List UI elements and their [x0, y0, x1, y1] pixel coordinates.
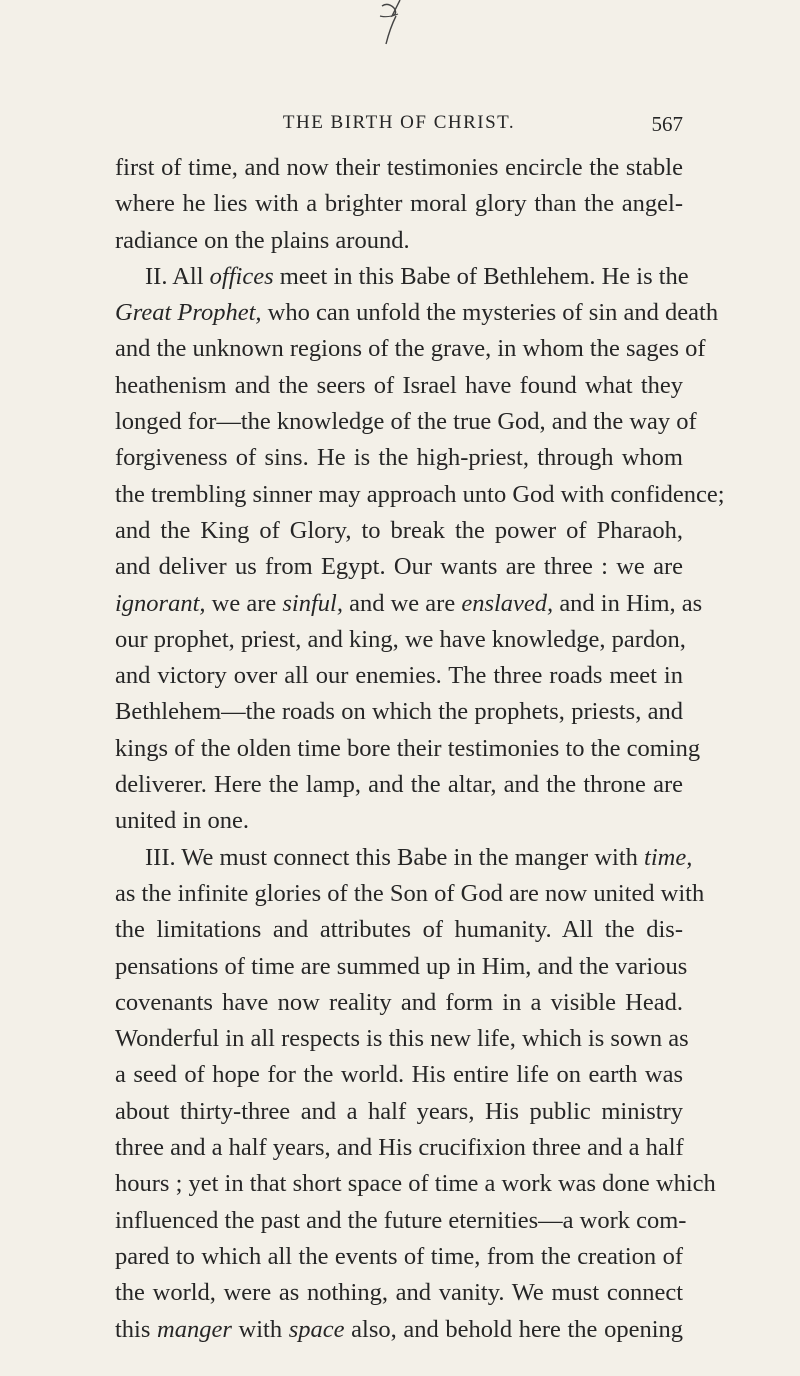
text-line: where he lies with a brighter moral glory than the angel- — [115, 190, 683, 218]
italic-span: offices — [209, 262, 274, 290]
text-line: longed for—the knowledge of the true God, and the way of — [115, 408, 697, 436]
text-line: pensations of time are summed up in Him, and the various — [115, 952, 688, 980]
text-line: Bethlehem—the roads on which the prophets, priests, and — [115, 698, 683, 726]
italic-span: time, — [644, 843, 693, 871]
text-line: deliverer. Here the lamp, and the altar, and the throne are — [115, 771, 683, 799]
running-title: THE BIRTH OF CHRIST. — [282, 112, 516, 133]
text-line: radiance on the plains around. — [115, 226, 410, 254]
text-line: ignorant, we are sinful, and we are enslaved, and in Him, as — [115, 589, 703, 617]
italic-span: space — [288, 1315, 345, 1343]
text-line: II. All offices meet in this Babe of Bethlehem. He is the — [145, 262, 689, 290]
text-line: united in one. — [115, 807, 250, 835]
text-line: heathenism and the seers of Israel have found what they — [115, 371, 683, 399]
text-line: forgiveness of sins. He is the high-priest, through whom — [115, 444, 683, 472]
italic-span: Great Prophet, — [115, 299, 262, 327]
text-line: pared to which all the events of time, from the creation of — [115, 1242, 683, 1270]
text-line: the trembling sinner may approach unto God with confidence; — [115, 480, 725, 508]
italic-span: sinful, — [282, 589, 343, 617]
body-text — [115, 150, 725, 1348]
text-line: and victory over all our enemies. The three roads meet in — [115, 662, 683, 690]
text-line: influenced the past and the future eternities—a work com- — [115, 1206, 687, 1234]
text-line: hours ; yet in that short space of time a work was done which — [115, 1170, 716, 1198]
text-line: Great Prophet, who can unfold the mysteries of sin and death — [115, 299, 719, 327]
text-line: the limitations and attributes of humanity. All the dis- — [115, 916, 683, 944]
text-line: as the infinite glories of the Son of God are now united with — [115, 879, 705, 907]
text-line: kings of the olden time bore their testimonies to the coming — [115, 734, 701, 762]
text-line: Wonderful in all respects is this new life, which is sown as — [115, 1025, 689, 1053]
text-line: three and a half years, and His crucifixion three and a half — [115, 1134, 684, 1162]
text-line: covenants have now reality and form in a visible Head. — [115, 988, 683, 1016]
text-line: a seed of hope for the world. His entire life on earth was — [115, 1061, 683, 1089]
text-line: the world, were as nothing, and vanity. We must connect — [115, 1279, 683, 1307]
page-number: 567 — [651, 112, 683, 136]
text-line: and deliver us from Egypt. Our wants are three : we are — [115, 553, 683, 581]
text-line: first of time, and now their testimonies encircle the stable — [115, 154, 683, 181]
italic-span: manger — [157, 1315, 232, 1343]
text-line: our prophet, priest, and king, we have knowledge, pardon, — [115, 625, 686, 653]
text-line: and the unknown regions of the grave, in whom the sages of — [115, 335, 706, 363]
italic-span: enslaved, — [461, 589, 554, 617]
italic-span: ignorant, — [115, 589, 206, 617]
text-line: and the King of Glory, to break the power of Pharaoh, — [115, 516, 683, 544]
running-header — [115, 112, 683, 142]
text-line: about thirty-three and a half years, His public ministry — [115, 1097, 683, 1125]
text-line: this manger with space also, and behold here the opening — [115, 1315, 683, 1343]
text-line: III. We must connect this Babe in the manger with time, — [145, 843, 693, 871]
pencil-mark-icon — [370, 0, 410, 48]
